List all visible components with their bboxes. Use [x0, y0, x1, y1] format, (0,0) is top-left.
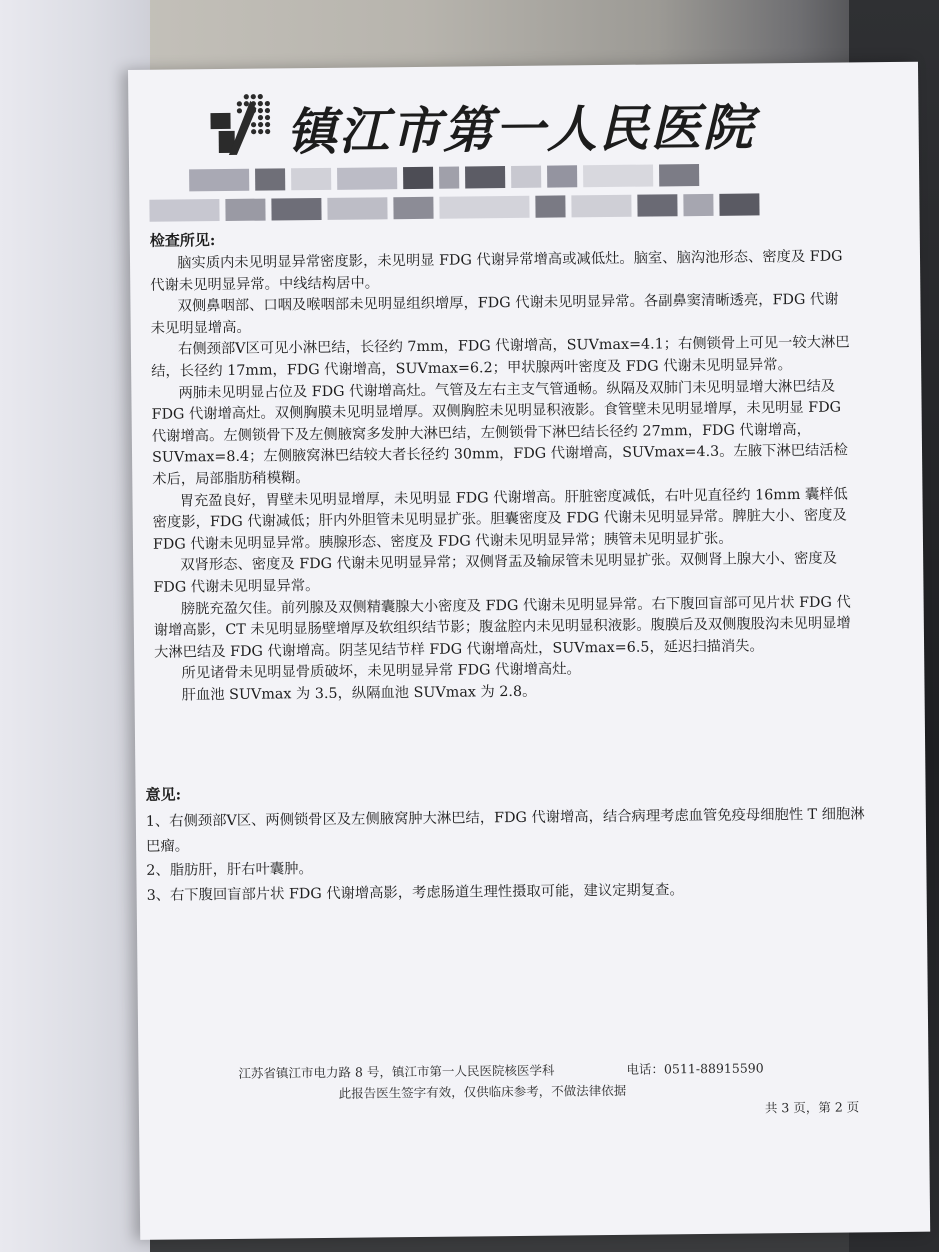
findings-paragraph-blood-pool: 肝血池 SUVmax 为 3.5，纵隔血池 SUVmax 为 2.8。	[181, 683, 537, 704]
report-page	[128, 62, 930, 1240]
findings-paragraph-bone: 所见诸骨未见明显骨质破坏，未见明显异常 FDG 代谢增高灶。	[181, 661, 581, 682]
findings-paragraph-nasopharynx: 双侧鼻咽部、口咽及喉咽部未见明显组织增厚，FDG 代谢未见明显异常。各副鼻窦清晰透亮，FDG 代谢未见明显增高。	[150, 291, 839, 337]
findings-paragraph-neck: 右侧颈部Ⅴ区可见小淋巴结，长径约 7mm，FDG 代谢增高，SUVmax=4.1；右侧锁骨上可见一较大淋巴结，长径约 17mm，FDG 代谢增高，SUVmax=6.2；甲状腺两叶密度及 FDG 代谢未见明显异常。	[151, 334, 850, 380]
findings-paragraph-brain: 脑实质内未见明显异常密度影，未见明显 FDG 代谢异常增高或减低灶。脑室、脑沟池形态、密度及 FDG 代谢未见明显异常。中线结构居中。	[150, 248, 843, 294]
findings-paragraph-kidney: 双肾形态、密度及 FDG 代谢未见明显异常；双侧肾盂及输尿管未见明显扩张。双侧肾上腺大小、密度及 FDG 代谢未见明显异常。	[153, 550, 838, 596]
footer-address: 江苏省镇江市电力路 8 号，镇江市第一人民医院核医学科	[238, 1062, 555, 1081]
opinion-item: 2、脂肪肝，肝右叶囊肿。	[146, 861, 313, 879]
page-number: 共 3 页，第 2 页	[764, 1099, 860, 1116]
report-header	[206, 85, 807, 171]
redacted-patient-info-row-2	[149, 193, 759, 221]
footer-phone: 电话：0511-88915590	[626, 1060, 764, 1077]
findings-body	[150, 246, 855, 707]
opinion-item: 1、右侧颈部Ⅴ区、两侧锁骨区及左侧腋窝肿大淋巴结，FDG 代谢增高，结合病理考虑血管免疫母细胞性 T 细胞淋巴瘤。	[145, 806, 865, 855]
findings-paragraph-pelvis: 膀胱充盈欠佳。前列腺及双侧精囊腺大小密度及 FDG 代谢未见明显异常。右下腹回盲部可见片状 FDG 代谢增高影，CT 未见明显肠壁增厚及软组织结节影；腹盆腔内未见明显积液影。腹膜后及双侧腹股沟未见明显增大淋巴结及 FDG 代谢增高。阴茎见结节样 FDG 代谢增高灶，SUVmax=6.5，延迟扫描消失。	[153, 593, 851, 661]
underlying-page	[0, 0, 150, 1252]
opinion-list	[146, 802, 867, 908]
opinion-title: 意见:	[145, 785, 182, 804]
hospital-logo-icon	[206, 90, 279, 163]
hospital-name: 镇江市第一人民医院	[286, 97, 755, 162]
findings-paragraph-abdomen: 胃充盈良好，胃壁未见明显增厚，未见明显 FDG 代谢增高。肝脏密度减低，右叶见直径约 16mm 囊样低密度影，FDG 代谢减低；肝内外胆管未见明显扩张。胆囊密度及 FDG 代谢未见明显异常。脾脏大小、密度及 FDG 代谢未见明显异常。胰腺形态、密度及 FDG 代谢未见明显异常；胰管未见明显扩张。	[152, 486, 848, 553]
findings-paragraph-chest: 两肺未见明显占位及 FDG 代谢增高灶。气管及左右主支气管通畅。纵隔及双肺门未见明显增大淋巴结及 FDG 代谢增高灶。双侧胸膜未见明显增厚。双侧胸腔未见明显积液影。食管壁未见明显增厚，未见明显 FDG 代谢增高。左侧锁骨下及左侧腋窝多发肿大淋巴结，左侧锁骨下淋巴结长径约 27mm，FDG 代谢增高，SUVmax=8.4；左侧腋窝淋巴结较大者长径约 30mm，FDG 代谢增高，SUVmax=4.3。左腋下淋巴结活检术后，局部脂肪稍模糊。	[151, 378, 848, 488]
redacted-patient-info-row-1	[189, 164, 699, 191]
opinion-item: 3、右下腹回盲部片状 FDG 代谢增高影，考虑肠道生理性摄取可能，建议定期复查。	[146, 881, 684, 904]
findings-title: 检查所见:	[149, 231, 216, 250]
footer-disclaimer: 此报告医生签字有效，仅供临床参考，不做法律依据	[338, 1082, 627, 1101]
